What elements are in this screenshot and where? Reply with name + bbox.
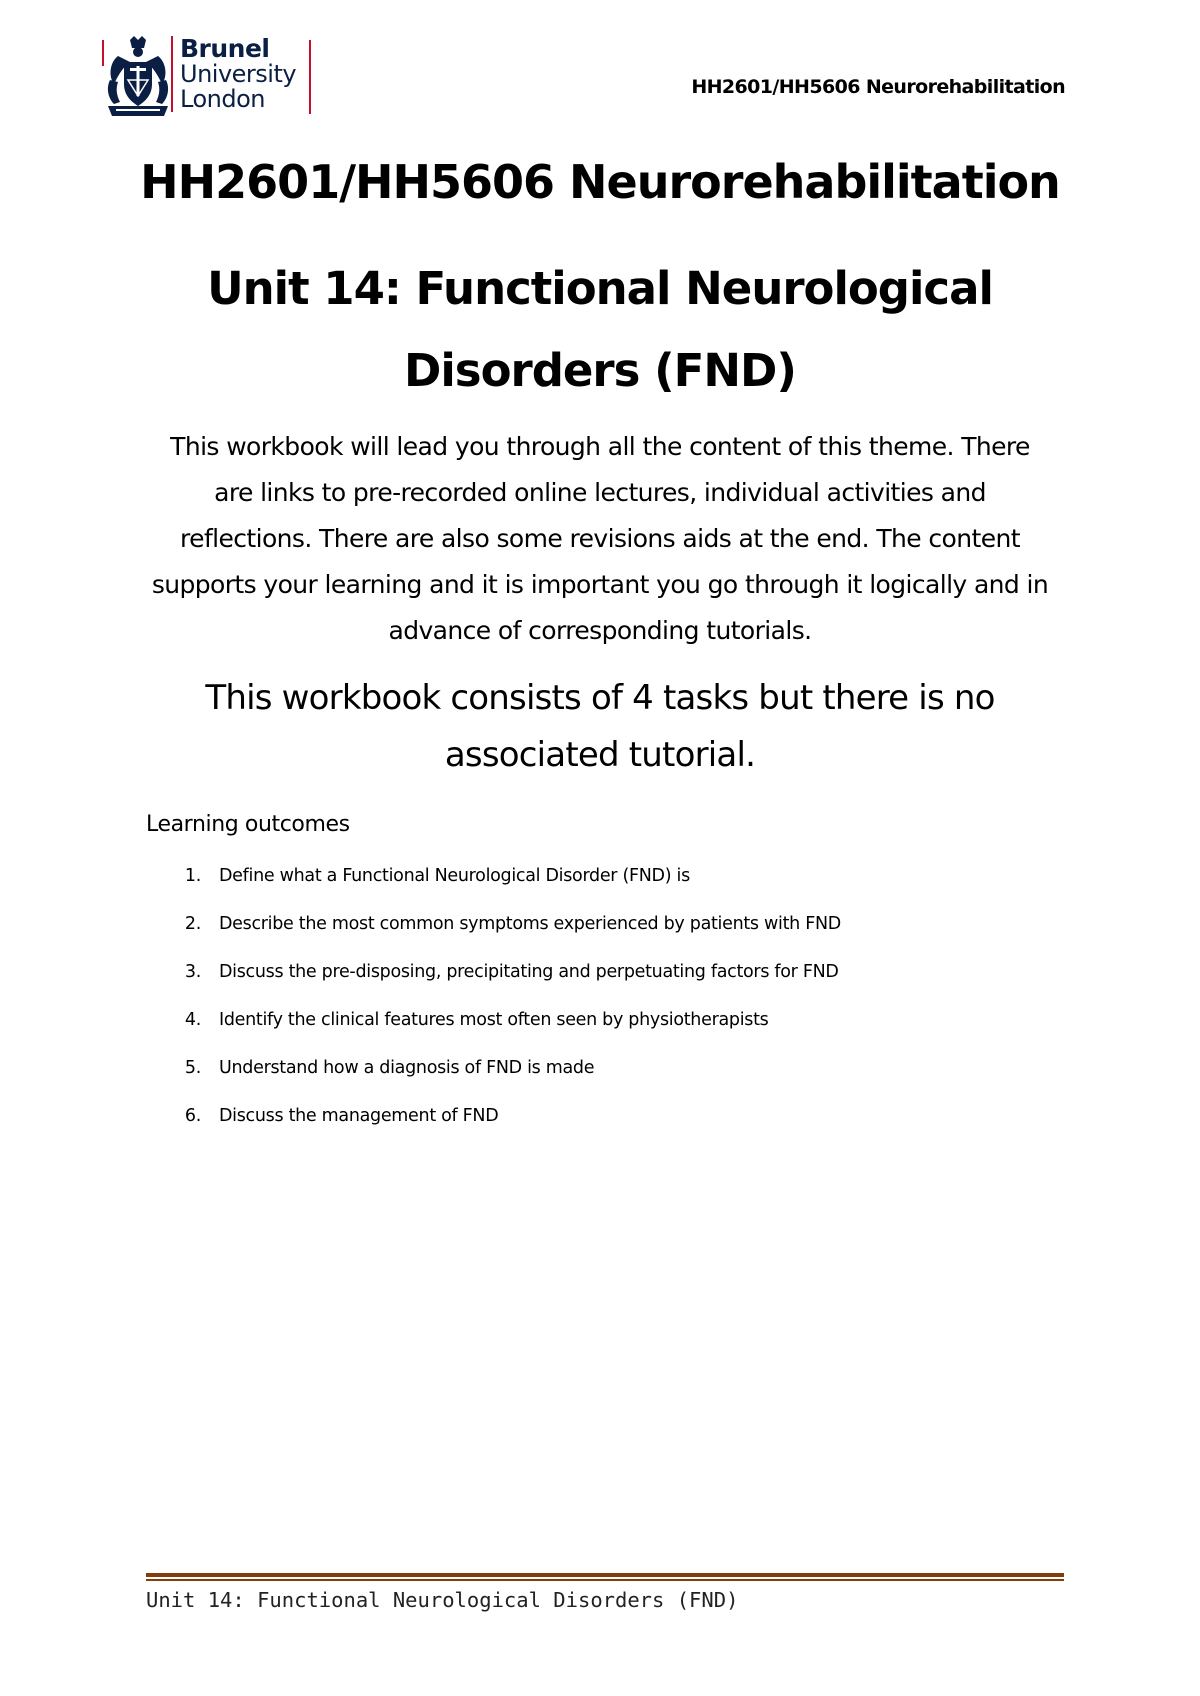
tasks-note: This workbook consists of 4 tasks but there is no associated tutorial. bbox=[205, 678, 995, 775]
list-item bbox=[146, 1010, 1046, 1058]
logo-divider bbox=[170, 36, 174, 112]
list-item-text: Discuss the pre-disposing, precipitating and perpetuating factors for FND bbox=[219, 962, 839, 982]
footer-rule bbox=[146, 1573, 1064, 1583]
list-item-number: 6. bbox=[184, 1106, 201, 1126]
list-item-number: 3. bbox=[184, 962, 201, 982]
footer-text: Unit 14: Functional Neurological Disorders (FND) bbox=[146, 1588, 739, 1612]
logo-university: University bbox=[180, 60, 297, 88]
list-item bbox=[146, 1106, 1046, 1154]
footer-rule-thin bbox=[146, 1579, 1064, 1581]
list-item bbox=[146, 1058, 1046, 1106]
learning-outcomes-list bbox=[146, 866, 1046, 1154]
list-item bbox=[146, 962, 1046, 1010]
brunel-crest-icon bbox=[100, 36, 180, 120]
list-item-number: 5. bbox=[184, 1058, 201, 1078]
list-item-text: Describe the most common symptoms experienced by patients with FND bbox=[219, 914, 841, 934]
intro-paragraph: This workbook will lead you through all the content of this theme. There are links to pre-recorded online lectures, individual activities and reflections. There are also some revisions aids at the end. The content supports your learning and it is important you go through it logically and in advance of corresponding tutorials. bbox=[151, 432, 1049, 645]
list-item bbox=[146, 866, 1046, 914]
logo-brunel: Brunel bbox=[180, 34, 270, 63]
list-item-number: 4. bbox=[184, 1010, 201, 1030]
footer-rule-thick bbox=[146, 1573, 1064, 1577]
running-header: HH2601/HH5606 Neurorehabilitation bbox=[691, 76, 1065, 98]
university-logo bbox=[100, 36, 320, 120]
logo-right-rule bbox=[308, 40, 312, 114]
list-item-number: 2. bbox=[184, 914, 201, 934]
learning-outcomes-heading: Learning outcomes bbox=[146, 812, 350, 837]
list-item-number: 1. bbox=[184, 866, 201, 886]
unit-title: Unit 14: Functional Neurological Disorders (FND) bbox=[207, 262, 993, 397]
logo-london: London bbox=[180, 85, 265, 113]
list-item-text: Define what a Functional Neurological Disorder (FND) is bbox=[219, 866, 690, 886]
list-item bbox=[146, 914, 1046, 962]
document-title: HH2601/HH5606 Neurorehabilitation bbox=[140, 155, 1060, 209]
list-item-text: Understand how a diagnosis of FND is made bbox=[219, 1058, 595, 1078]
list-item-text: Discuss the management of FND bbox=[219, 1106, 499, 1126]
logo-wordmark bbox=[180, 36, 296, 111]
list-item-text: Identify the clinical features most often seen by physiotherapists bbox=[219, 1010, 769, 1030]
